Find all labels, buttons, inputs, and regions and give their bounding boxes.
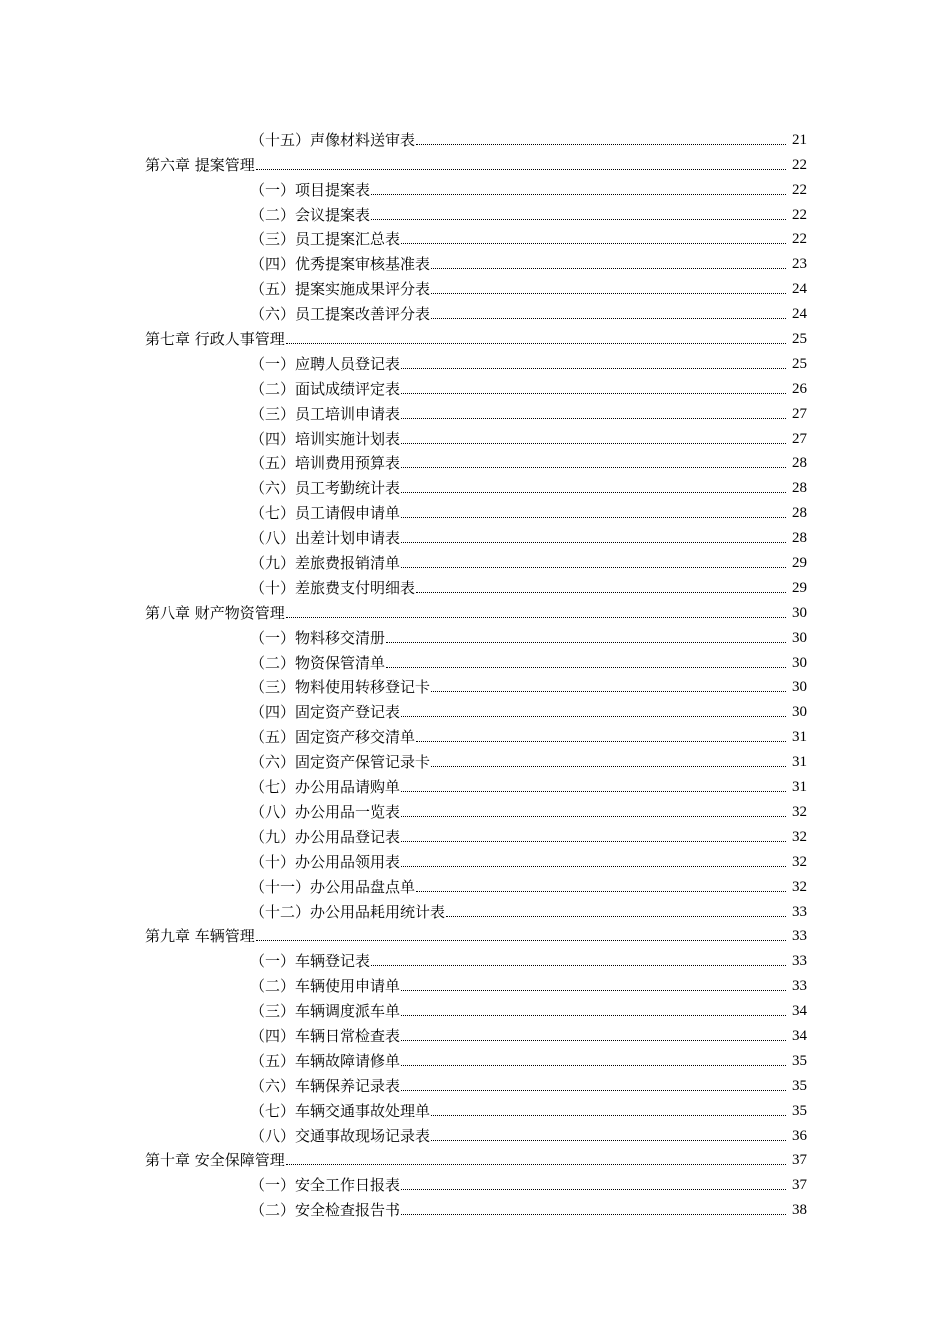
- toc-item-entry[interactable]: [0, 124, 950, 149]
- toc-item-entry[interactable]: [0, 721, 950, 746]
- toc-item-entry[interactable]: [0, 846, 950, 871]
- toc-dot-leader: [286, 617, 786, 618]
- toc-dot-leader: [401, 1090, 786, 1091]
- toc-item-entry[interactable]: [0, 672, 950, 697]
- toc-page-number: 31: [792, 779, 807, 796]
- toc-entry-label: （六）车辆保养记录表: [250, 1076, 401, 1095]
- toc-page-number: 32: [792, 803, 807, 820]
- toc-item-entry[interactable]: [0, 348, 950, 373]
- toc-item-entry[interactable]: [0, 771, 950, 796]
- toc-dot-leader: [401, 393, 786, 394]
- toc-dot-leader: [401, 1189, 786, 1190]
- toc-page-number: 28: [792, 480, 807, 497]
- toc-item-entry[interactable]: [0, 572, 950, 597]
- toc-item-entry[interactable]: [0, 248, 950, 273]
- toc-entry-label: （六）员工考勤统计表: [250, 479, 401, 498]
- toc-chapter-entry[interactable]: [0, 323, 950, 348]
- toc-item-entry[interactable]: [0, 1169, 950, 1194]
- toc-entry-label: （十五）声像材料送审表: [250, 130, 416, 149]
- toc-item-entry[interactable]: [0, 224, 950, 249]
- toc-entry-label: （八）交通事故现场记录表: [250, 1126, 431, 1145]
- toc-entry-label: （十一）办公用品盘点单: [250, 877, 416, 896]
- toc-page-number: 37: [792, 1152, 807, 1169]
- toc-dot-leader: [401, 418, 786, 419]
- toc-dot-leader: [431, 1115, 786, 1116]
- toc-dot-leader: [431, 766, 786, 767]
- toc-item-entry[interactable]: [0, 472, 950, 497]
- toc-item-entry[interactable]: [0, 871, 950, 896]
- toc-entry-label: （二）安全检查报告书: [250, 1201, 401, 1220]
- toc-item-entry[interactable]: [0, 1070, 950, 1095]
- toc-item-entry[interactable]: [0, 970, 950, 995]
- toc-dot-leader: [401, 1214, 786, 1215]
- toc-entry-label: （四）培训实施计划表: [250, 429, 401, 448]
- toc-page-number: 25: [792, 331, 807, 348]
- toc-dot-leader: [416, 592, 786, 593]
- toc-dot-leader: [416, 891, 786, 892]
- toc-item-entry[interactable]: [0, 298, 950, 323]
- toc-entry-label: （七）办公用品请购单: [250, 778, 401, 797]
- toc-dot-leader: [256, 169, 786, 170]
- toc-page-number: 36: [792, 1127, 807, 1144]
- toc-entry-label: 第十章 安全保障管理: [145, 1151, 285, 1170]
- toc-item-entry[interactable]: [0, 273, 950, 298]
- toc-page-number: 38: [792, 1202, 807, 1219]
- toc-page-number: 33: [792, 903, 807, 920]
- toc-page-number: 34: [792, 1003, 807, 1020]
- toc-item-entry[interactable]: [0, 995, 950, 1020]
- toc-page-number: 28: [792, 530, 807, 547]
- toc-page-number: 29: [792, 579, 807, 596]
- toc-entry-label: （十二）办公用品耗用统计表: [250, 902, 446, 921]
- toc-page-number: 21: [792, 131, 807, 148]
- toc-page-number: 27: [792, 405, 807, 422]
- toc-entry-label: （二）车辆使用申请单: [250, 977, 401, 996]
- toc-entry-label: （五）培训费用预算表: [250, 454, 401, 473]
- toc-dot-leader: [401, 443, 786, 444]
- toc-item-entry[interactable]: [0, 423, 950, 448]
- toc-page-number: 22: [792, 181, 807, 198]
- toc-dot-leader: [286, 1164, 786, 1165]
- toc-item-entry[interactable]: [0, 174, 950, 199]
- toc-entry-label: （三）物料使用转移登记卡: [250, 678, 431, 697]
- toc-dot-leader: [401, 492, 786, 493]
- toc-entry-label: （九）办公用品登记表: [250, 827, 401, 846]
- toc-item-entry[interactable]: [0, 945, 950, 970]
- toc-page-number: 35: [792, 1077, 807, 1094]
- toc-dot-leader: [431, 691, 786, 692]
- toc-dot-leader: [431, 1140, 786, 1141]
- toc-dot-leader: [401, 816, 786, 817]
- toc-entry-label: （五）固定资产移交清单: [250, 728, 416, 747]
- toc-entry-label: （七）车辆交通事故处理单: [250, 1101, 431, 1120]
- toc-item-entry[interactable]: [0, 1120, 950, 1145]
- toc-dot-leader: [401, 791, 786, 792]
- toc-item-entry[interactable]: [0, 622, 950, 647]
- toc-page-number: 32: [792, 828, 807, 845]
- toc-page-number: 28: [792, 455, 807, 472]
- toc-dot-leader: [401, 1015, 786, 1016]
- toc-item-entry[interactable]: [0, 398, 950, 423]
- toc-entry-label: （三）车辆调度派车单: [250, 1002, 401, 1021]
- toc-page-number: 30: [792, 704, 807, 721]
- toc-dot-leader: [416, 741, 786, 742]
- toc-entry-label: （一）车辆登记表: [250, 952, 371, 971]
- toc-page-number: 22: [792, 156, 807, 173]
- toc-dot-leader: [401, 467, 786, 468]
- toc-page-number: 33: [792, 978, 807, 995]
- toc-entry-label: （一）项目提案表: [250, 180, 371, 199]
- toc-item-entry[interactable]: [0, 796, 950, 821]
- toc-item-entry[interactable]: [0, 647, 950, 672]
- toc-page-number: 22: [792, 231, 807, 248]
- toc-page-number: 33: [792, 928, 807, 945]
- toc-entry-label: （九）差旅费报销清单: [250, 554, 401, 573]
- toc-entry-label: （一）物料移交清册: [250, 628, 386, 647]
- toc-page-number: 30: [792, 629, 807, 646]
- toc-dot-leader: [401, 542, 786, 543]
- toc-item-entry[interactable]: [0, 746, 950, 771]
- toc-entry-label: （二）会议提案表: [250, 205, 371, 224]
- toc-dot-leader: [401, 716, 786, 717]
- toc-dot-leader: [401, 1040, 786, 1041]
- toc-entry-label: 第八章 财产物资管理: [145, 603, 285, 622]
- toc-entry-label: （三）员工培训申请表: [250, 404, 401, 423]
- toc-page-number: 33: [792, 953, 807, 970]
- toc-entry-label: 第七章 行政人事管理: [145, 330, 285, 349]
- toc-entry-label: （八）出差计划申请表: [250, 529, 401, 548]
- toc-entry-label: （三）员工提案汇总表: [250, 230, 401, 249]
- toc-dot-leader: [401, 866, 786, 867]
- toc-dot-leader: [431, 293, 786, 294]
- toc-item-entry[interactable]: [0, 497, 950, 522]
- toc-page-number: 34: [792, 1027, 807, 1044]
- toc-chapter-entry[interactable]: [0, 597, 950, 622]
- toc-chapter-entry[interactable]: [0, 149, 950, 174]
- toc-dot-leader: [371, 194, 786, 195]
- toc-page-number: 26: [792, 380, 807, 397]
- toc-dot-leader: [401, 517, 786, 518]
- toc-dot-leader: [401, 841, 786, 842]
- toc-page-number: 31: [792, 729, 807, 746]
- toc-page-number: 35: [792, 1052, 807, 1069]
- toc-item-entry[interactable]: [0, 448, 950, 473]
- toc-dot-leader: [386, 642, 786, 643]
- toc-item-entry[interactable]: [0, 696, 950, 721]
- toc-dot-leader: [431, 268, 786, 269]
- toc-item-entry[interactable]: [0, 547, 950, 572]
- toc-entry-label: （四）车辆日常检查表: [250, 1026, 401, 1045]
- toc-dot-leader: [401, 990, 786, 991]
- toc-entry-label: 第六章 提案管理: [145, 155, 255, 174]
- toc-entry-label: （六）固定资产保管记录卡: [250, 753, 431, 772]
- toc-item-entry[interactable]: [0, 1020, 950, 1045]
- toc-page-number: 32: [792, 853, 807, 870]
- toc-entry-label: （一）应聘人员登记表: [250, 354, 401, 373]
- toc-entry-label: （五）车辆故障请修单: [250, 1051, 401, 1070]
- toc-page-number: 32: [792, 878, 807, 895]
- toc-entry-label: （四）固定资产登记表: [250, 703, 401, 722]
- toc-dot-leader: [286, 343, 786, 344]
- toc-dot-leader: [401, 368, 786, 369]
- toc-page-number: 22: [792, 206, 807, 223]
- toc-page-number: 29: [792, 555, 807, 572]
- toc-dot-leader: [431, 318, 786, 319]
- toc-entry-label: （五）提案实施成果评分表: [250, 280, 431, 299]
- toc-dot-leader: [371, 965, 786, 966]
- toc-chapter-entry[interactable]: [0, 1145, 950, 1170]
- toc-dot-leader: [386, 667, 786, 668]
- toc-entry-label: （十）差旅费支付明细表: [250, 578, 416, 597]
- toc-page-number: 35: [792, 1102, 807, 1119]
- toc-page-number: 30: [792, 679, 807, 696]
- toc-dot-leader: [371, 219, 786, 220]
- toc-dot-leader: [446, 916, 786, 917]
- table-of-contents: [0, 124, 950, 1219]
- toc-page-number: 37: [792, 1177, 807, 1194]
- toc-dot-leader: [401, 1065, 786, 1066]
- toc-dot-leader: [256, 940, 786, 941]
- toc-dot-leader: [416, 144, 786, 145]
- toc-entry-label: （十）办公用品领用表: [250, 852, 401, 871]
- toc-entry-label: （二）面试成绩评定表: [250, 379, 401, 398]
- toc-dot-leader: [401, 243, 786, 244]
- toc-page-number: 23: [792, 256, 807, 273]
- toc-item-entry[interactable]: [0, 1194, 950, 1219]
- toc-entry-label: （八）办公用品一览表: [250, 802, 401, 821]
- toc-page-number: 24: [792, 281, 807, 298]
- toc-page-number: 31: [792, 754, 807, 771]
- toc-item-entry[interactable]: [0, 373, 950, 398]
- toc-page-number: 25: [792, 355, 807, 372]
- toc-item-entry[interactable]: [0, 1095, 950, 1120]
- toc-entry-label: （二）物资保管清单: [250, 653, 386, 672]
- toc-entry-label: 第九章 车辆管理: [145, 927, 255, 946]
- toc-item-entry[interactable]: [0, 522, 950, 547]
- toc-page-number: 24: [792, 306, 807, 323]
- toc-dot-leader: [401, 567, 786, 568]
- toc-chapter-entry[interactable]: [0, 921, 950, 946]
- toc-entry-label: （四）优秀提案审核基准表: [250, 255, 431, 274]
- toc-page-number: 28: [792, 505, 807, 522]
- toc-item-entry[interactable]: [0, 821, 950, 846]
- toc-entry-label: （七）员工请假申请单: [250, 504, 401, 523]
- toc-page-number: 27: [792, 430, 807, 447]
- toc-page-number: 30: [792, 604, 807, 621]
- toc-item-entry[interactable]: [0, 896, 950, 921]
- toc-page-number: 30: [792, 654, 807, 671]
- toc-item-entry[interactable]: [0, 199, 950, 224]
- toc-entry-label: （六）员工提案改善评分表: [250, 305, 431, 324]
- toc-item-entry[interactable]: [0, 1045, 950, 1070]
- toc-entry-label: （一）安全工作日报表: [250, 1176, 401, 1195]
